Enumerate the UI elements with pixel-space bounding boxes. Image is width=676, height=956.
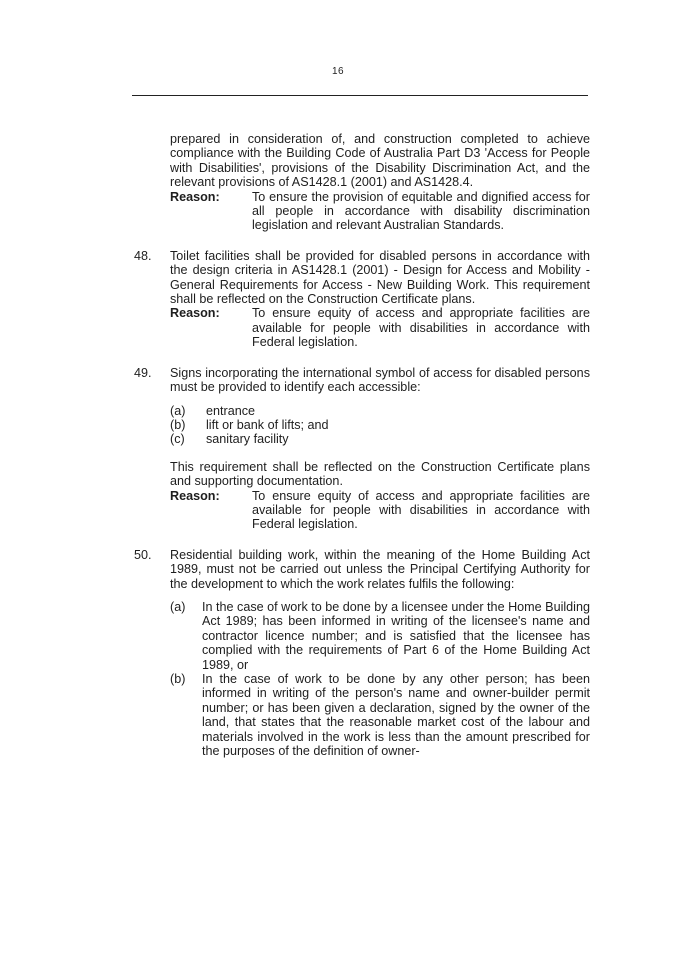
reason-text: To ensure the provision of equitable and dignified access for all people in accordance with disability discrimination legislation and relevant Australian Standards. [252,189,590,233]
intro-reason [130,190,590,233]
list-item [170,418,590,432]
list-item [170,404,590,418]
access-list [170,404,590,447]
condition-50 [130,548,590,759]
list-item-label: (a) [170,403,186,418]
document-body [130,132,590,758]
reason-label: Reason: [170,488,220,503]
intro-paragraph: prepared in consideration of, and construction completed to achieve compliance with the Building Code of Australia Part D3 'Access for People with Disabilities', provisions of the Disability Discrimination Act, and the relevant provisions of AS1428.1 (2001) and AS1428.4. [170,132,590,190]
condition-text: Signs incorporating the international symbol of access for disabled persons must be provided to identify each accessible: [170,365,590,395]
list-item-text: lift or bank of lifts; and [206,417,329,432]
list-item-label: (b) [170,417,186,432]
list-item-label: (b) [170,672,186,686]
list-item-label: (a) [170,599,186,614]
list-item-text: entrance [206,403,256,418]
intro-block [130,132,590,233]
reason-label: Reason: [170,306,220,321]
condition-number: 50. [134,547,152,562]
condition-after-text: This requirement shall be reflected on the Construction Certificate plans and supporting documentation. [170,459,590,489]
condition-number: 48. [134,248,152,263]
condition-text: Residential building work, within the meaning of the Home Building Act 1989, must not be carried out unless the Principal Certifying Authority for the development to which the work relates fulfils the following: [170,547,590,591]
list-item-text: sanitary facility [206,432,289,447]
condition-49 [130,366,590,532]
list-item [170,432,590,446]
reason-label: Reason: [170,189,220,204]
list-item-label: (c) [170,432,185,447]
condition-body [170,548,590,759]
condition-reason [170,306,590,349]
condition-48 [130,249,590,350]
requirements-list [170,600,590,758]
list-item [170,600,590,672]
reason-text: To ensure equity of access and appropriate facilities are available for people with disabilities in accordance with Federal legislation. [252,306,590,350]
condition-number: 49. [134,365,152,380]
page-number: 16 [331,66,345,77]
condition-body [170,366,590,532]
list-item-text: In the case of work to be done by a licensee under the Home Building Act 1989; has been informed in writing of the licensee's name and contractor licence number; and is satisfied that the licensee has complied with the requirements of Part 6 of the Home Building Act 1989, or [202,599,590,672]
condition-body [170,249,590,350]
list-item [170,672,590,758]
reason-text: To ensure equity of access and appropriate facilities are available for people with disabilities in accordance with Federal legislation. [252,488,590,532]
list-item-text: In the case of work to be done by any other person; has been informed in writing of the person's name and owner-builder permit number; or has been given a declaration, signed by the owner of the land, that states that the reasonable market cost of the labour and materials involved in the work is less than the amount prescribed for the purposes of the definition of owner- [202,672,590,759]
condition-reason [170,489,590,532]
header-rule [132,95,588,96]
condition-text: Toilet facilities shall be provided for disabled persons in accordance with the design criteria in AS1428.1 (2001) - Design for Access and Mobility - General Requirements for Access - New Building Work. This requirement shall be reflected on the Construction Certificate plans. [170,248,590,307]
